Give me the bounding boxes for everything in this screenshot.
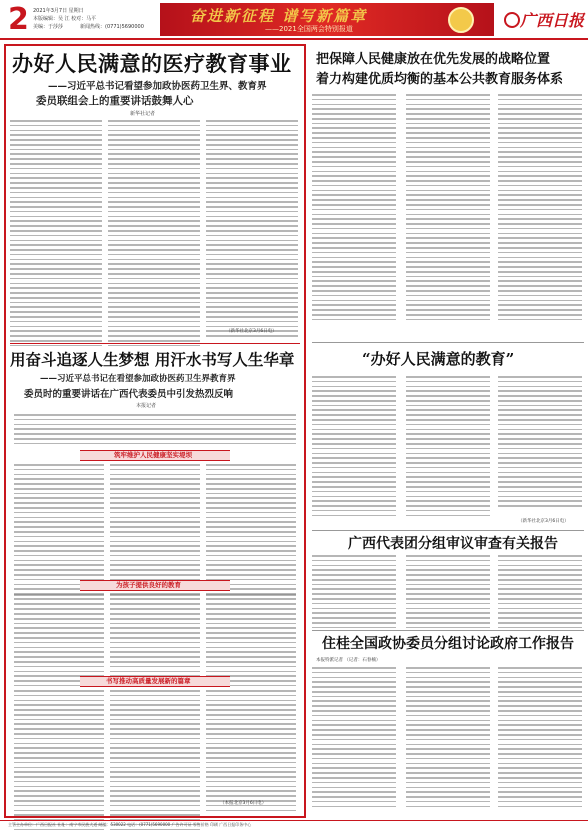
article-body-col-1 — [10, 120, 102, 350]
article-body-col-1 — [312, 555, 396, 632]
section3-col-3 — [206, 690, 296, 814]
article-title: 广西代表团分组审议审查有关报告 — [348, 536, 558, 552]
editor-line: 本版编辑：吴 江 校对：马平 — [33, 16, 97, 22]
article-title-2: 着力构建优质均衡的基本公共教育服务体系 — [316, 72, 564, 87]
article-cppcc-discussion — [312, 633, 584, 817]
article-body-col-3 — [498, 94, 582, 324]
article-dateline: （本报北京3月6日电） — [220, 801, 267, 806]
masthead-rule — [0, 38, 588, 40]
article-guangxi-review — [312, 533, 584, 629]
banner-slogan: 奋进新征程 谱写新篇章 — [190, 7, 368, 25]
emblem-icon — [448, 7, 474, 33]
article-body-col-3 — [498, 667, 582, 810]
date-line: 2021年3月7日 星期日 — [33, 8, 84, 14]
divider — [312, 630, 584, 631]
article-title: 把保障人民健康放在优先发展的战略位置 — [316, 52, 551, 67]
banner-subtitle: ——2021全国两会特别报道 — [265, 25, 353, 33]
article-struggle-dream — [10, 346, 300, 812]
footer-text: 主管主办单位：广西日报社 社址：南宁市民族大道 邮编：530022 电话：(0771)5690000 广告许可证 零售价格 印刷 广西日报印务中心 — [8, 822, 252, 827]
section-header: 为孩子提供良好的教育 — [116, 581, 181, 589]
footer-rule — [0, 820, 588, 821]
article-subtitle-2: 委员联组会上的重要讲话鼓舞人心 — [36, 95, 194, 107]
article-dateline: （新华社北京3月6日电） — [226, 329, 277, 334]
divider — [312, 342, 584, 343]
paper-name: 广西日报 — [520, 11, 585, 30]
article-body-col-1 — [312, 376, 396, 519]
section-header: 书写推动高质量发展新的篇章 — [106, 677, 191, 685]
article-byline: 新华社记者 — [130, 111, 156, 117]
article-body-col-3 — [498, 555, 582, 632]
article-medical-education — [10, 48, 300, 342]
masthead — [0, 0, 588, 40]
logo-mark-icon — [504, 12, 520, 28]
article-lead — [14, 414, 296, 447]
divider — [312, 530, 584, 531]
article-subtitle-2: 委员时的重要讲话在广西代表委员中引发热烈反响 — [24, 389, 234, 400]
article-body-col-2 — [108, 120, 200, 350]
article-body-col-3 — [498, 376, 582, 510]
article-title: “办好人民满意的教育” — [362, 350, 515, 368]
article-title: 办好人民满意的医疗教育事业 — [12, 51, 292, 76]
designer-line: 美编：于莎莎 — [33, 24, 64, 30]
article-commentary — [312, 346, 584, 528]
section-header: 筑牢维护人民健康坚实堤坝 — [114, 451, 192, 459]
contact-line: 新闻热线：(0771)5690000 — [80, 24, 144, 30]
article-dateline: （新华社北京3月6日电） — [518, 519, 569, 524]
article-title: 用奋斗追逐人生梦想 用汗水书写人生华章 — [10, 350, 295, 369]
article-health-priority — [312, 46, 584, 336]
section3-col-1 — [14, 690, 104, 833]
article-body-col-1 — [312, 94, 396, 324]
article-body-col-2 — [406, 376, 490, 519]
paper-logo — [500, 6, 584, 32]
article-subtitle: ——习近平总书记在看望参加政协医药卫生界教育界 — [40, 374, 236, 384]
article-subtitle: ——习近平总书记看望参加政协医药卫生界、教育界 — [48, 81, 267, 92]
article-body-col-3 — [206, 120, 298, 340]
article-body-col-1 — [312, 667, 396, 810]
article-byline: 本报记者 — [136, 403, 157, 409]
article-body-col-2 — [406, 555, 490, 632]
article-title: 住桂全国政协委员分组讨论政府工作报告 — [322, 636, 574, 652]
section3-col-2 — [110, 690, 200, 833]
article-body-col-2 — [406, 94, 490, 324]
article-byline: 本报特派记者 （记者：石春楠） — [316, 658, 381, 663]
special-report-banner — [160, 3, 494, 36]
page-number: 2 — [8, 2, 29, 37]
article-body-col-2 — [406, 667, 490, 810]
divider — [10, 343, 300, 344]
